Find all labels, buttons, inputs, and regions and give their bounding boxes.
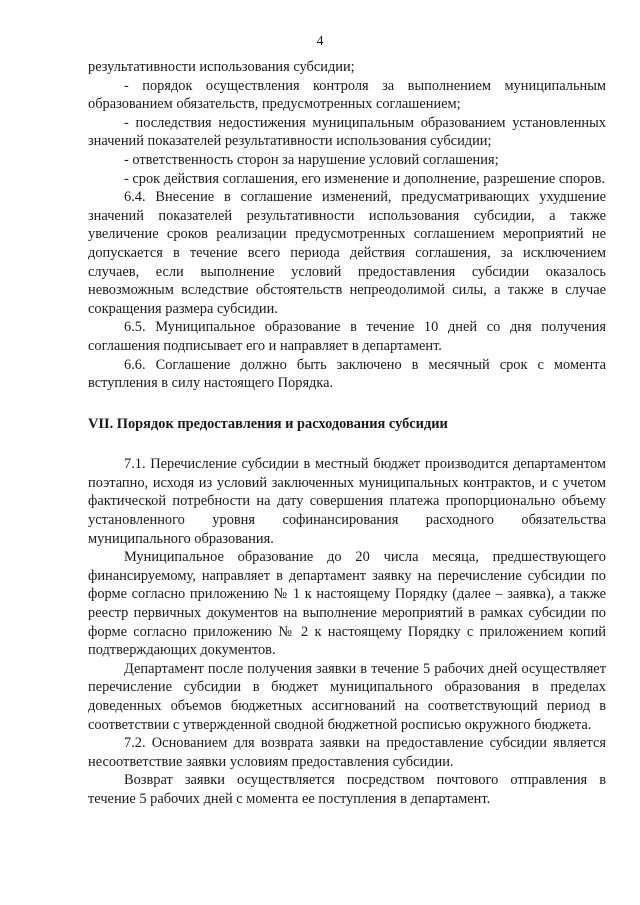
section-heading: VII. Порядок предоставления и расходования субсидии: [88, 415, 448, 432]
paragraph: результативности использования субсидии;: [88, 59, 355, 75]
document-body: [88, 58, 606, 809]
page-number: 4: [316, 34, 324, 49]
paragraph: Муниципальное образование до 20 числа месяца, предшествующего финансируемому, направляет в департамент заявку на перечисление субсидии по форме согласно приложению № 1 к настоящему Порядку (далее – заявка), а также реестр первичных документов на выполнение мероприятий в рамках субсидии по форме согласно приложению № 2 к настоящему Порядку с приложением копий подтверждающих документов.: [88, 549, 606, 659]
clause-7-1: 7.1. Перечисление субсидии в местный бюджет производится департаментом поэтапно, исходя из условий заключенных муниципальных контрактов, и с учетом фактической потребности на дату совершения платежа пропорционально объему установленного уровня софинансирования расходного обязательства муниципального образования.: [88, 456, 606, 547]
clause-7-2: 7.2. Основанием для возврата заявки на предоставление субсидии является несоответствие заявки условиям предоставления субсидии.: [88, 735, 606, 770]
clause-6-4: 6.4. Внесение в соглашение изменений, предусматривающих ухудшение значений показателей результативности использования субсидии, а также увеличение сроков реализации предусмотренных соглашением мероприятий не допускается в течение всего периода действия соглашения, за исключением случаев, если выполнение условий предоставления субсидии оказалось невозможным вследствие обстоятельств непреодолимой силы, а также в случае сокращения размера субсидии.: [88, 189, 606, 317]
list-item: - порядок осуществления контроля за выполнением муниципальным образованием обязательств, предусмотренных соглашением;: [88, 77, 606, 113]
paragraph: Департамент после получения заявки в течение 5 рабочих дней осуществляет перечисление субсидии в бюджет муниципального образования в пределах доведенных объемов бюджетных ассигнований на соответствующий период в соответствии с утвержденной сводной бюджетной росписью окружного бюджета.: [88, 660, 606, 733]
list-item: - последствия недостижения муниципальным образованием установленных значений показателей результативности использования субсидии;: [88, 114, 606, 150]
paragraph: Возврат заявки осуществляется посредством почтового отправления в течение 5 рабочих дней с момента ее поступления в департамент.: [88, 772, 606, 807]
list-item: - срок действия соглашения, его изменение и дополнение, разрешение споров.: [124, 170, 605, 187]
clause-6-6: 6.6. Соглашение должно быть заключено в месячный срок с момента вступления в силу настоящего Порядка.: [88, 356, 606, 392]
clause-6-5: 6.5. Муниципальное образование в течение 10 дней со дня получения соглашения подписывает его и направляет в департамент.: [88, 319, 606, 354]
list-item: - ответственность сторон за нарушение условий соглашения;: [124, 151, 499, 168]
